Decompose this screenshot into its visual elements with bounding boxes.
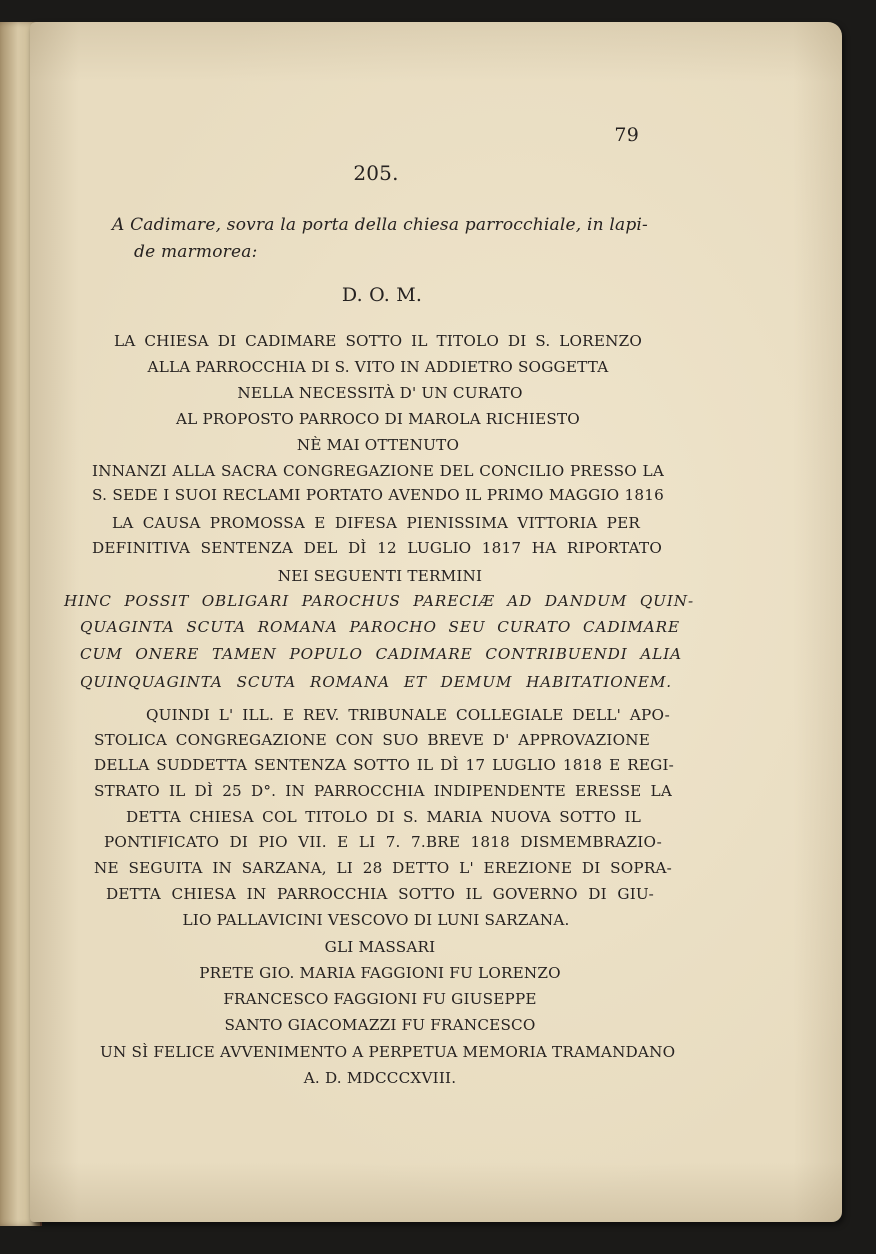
inscription-line: STRATO IL DÌ 25 D°. IN PARROCCHIA INDIPENDENTE ERESSE LA (94, 782, 672, 800)
inscription-line: PRETE GIO. MARIA FAGGIONI FU LORENZO (199, 964, 561, 982)
inscription-line: LIO PALLAVICINI VESCOVO DI LUNI SARZANA. (182, 911, 570, 929)
latin-quote-line: QUINQUAGINTA SCUTA ROMANA ET DEMUM HABITATIONEM. (80, 673, 672, 691)
inscription-line: LA CHIESA DI CADIMARE SOTTO IL TITOLO DI S. LORENZO (114, 332, 642, 350)
inscription-line: DETTA CHIESA COL TITOLO DI S. MARIA NUOVA SOTTO IL (126, 808, 641, 826)
dedication-dom: D. O. M. (341, 284, 423, 306)
inscription-line: UN SÌ FELICE AVVENIMENTO A PERPETUA MEMORIA TRAMANDANO (100, 1043, 676, 1061)
inscription-line: PONTIFICATO DI PIO VII. E LI 7. 7.BRE 1818 DISMEMBRAZIO- (104, 833, 662, 851)
inscription-line: NELLA NECESSITÀ D' UN CURATO (237, 384, 523, 402)
intro-line-1: A Cadimare, sovra la porta della chiesa parrocchiale, in lapi- (112, 215, 648, 235)
latin-quote-line: QUAGINTA SCUTA ROMANA PAROCHO SEU CURATO CADIMARE (80, 618, 680, 636)
inscription-line: NÈ MAI OTTENUTO (296, 436, 460, 454)
latin-quote-line: HINC POSSIT OBLIGARI PAROCHUS PARECIÆ AD DANDUM QUIN- (64, 592, 694, 610)
inscription-line: SANTO GIACOMAZZI FU FRANCESCO (224, 1016, 536, 1034)
intro-line-2: de marmorea: (134, 242, 258, 262)
inscription-date: A. D. MDCCCXVIII. (303, 1069, 457, 1087)
latin-quote-line: CUM ONERE TAMEN POPULO CADIMARE CONTRIBUENDI ALIA (80, 645, 682, 663)
inscription-line: STOLICA CONGREGAZIONE CON SUO BREVE D' APPROVAZIONE (94, 731, 650, 749)
inscription-line: INNANZI ALLA SACRA CONGREGAZIONE DEL CONCILIO PRESSO LA (92, 462, 664, 480)
inscription-line: ALLA PARROCCHIA DI S. VITO IN ADDIETRO SOGGETTA (147, 358, 609, 376)
inscription-line: DETTA CHIESA IN PARROCCHIA SOTTO IL GOVERNO DI GIU- (106, 885, 654, 903)
inscription-line: AL PROPOSTO PARROCO DI MAROLA RICHIESTO (176, 410, 580, 428)
inscription-line: S. SEDE I SUOI RECLAMI PORTATO AVENDO IL PRIMO MAGGIO 1816 (92, 486, 664, 504)
inscription-line: QUINDI L' ILL. E REV. TRIBUNALE COLLEGIALE DELL' APO- (146, 706, 670, 724)
inscription-line: GLI MASSARI (324, 938, 436, 956)
inscription-line: NEI SEGUENTI TERMINI (277, 567, 483, 585)
inscription-number: 205. (353, 161, 399, 185)
inscription-line: DEFINITIVA SENTENZA DEL DÌ 12 LUGLIO 1817 HA RIPORTATO (92, 539, 662, 557)
page-number: 79 (614, 124, 639, 146)
inscription-line: FRANCESCO FAGGIONI FU GIUSEPPE (223, 990, 537, 1008)
inscription-line: NE SEGUITA IN SARZANA, LI 28 DETTO L' EREZIONE DI SOPRA- (94, 859, 672, 877)
inscription-line: LA CAUSA PROMOSSA E DIFESA PIENISSIMA VITTORIA PER (112, 514, 640, 532)
inscription-line: DELLA SUDDETTA SENTENZA SOTTO IL DÌ 17 LUGLIO 1818 E REGI- (94, 756, 674, 774)
